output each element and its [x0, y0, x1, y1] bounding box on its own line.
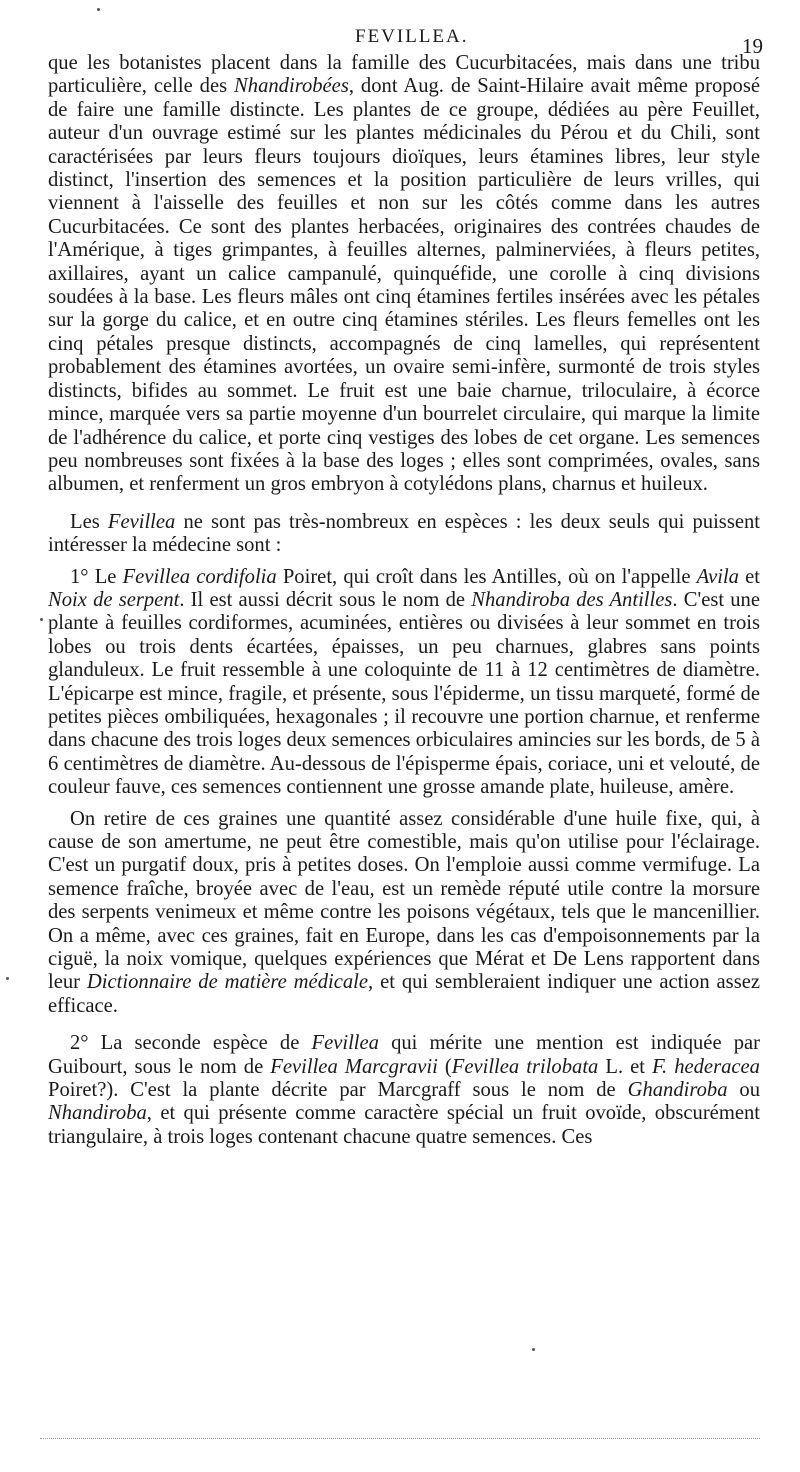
- print-speck: [40, 618, 43, 621]
- italic-term: F. hederacea: [652, 1055, 760, 1078]
- page-header: [0, 22, 800, 58]
- text-run: 1° Le: [70, 565, 123, 588]
- page-body: [48, 52, 760, 1149]
- text-run: qui mérite une mention est indiquée par Guibourt, sous le nom de: [48, 1032, 760, 1078]
- italic-term: Avila: [696, 565, 739, 588]
- text-run: Les: [70, 510, 108, 533]
- italic-term: Nhandiroba des Antilles: [471, 588, 673, 611]
- italic-term: Dictionnaire de matière médicale: [86, 971, 369, 994]
- paragraph-species-intro: [48, 511, 760, 558]
- print-speck: [532, 1348, 535, 1351]
- text-run: , et qui sembleraient indiquer une action assez efficace.: [48, 971, 760, 1017]
- italic-term: Nhandiroba: [48, 1102, 147, 1125]
- italic-term: Fevillea trilobata: [451, 1055, 599, 1078]
- text-run: On retire de ces graines une quantité assez considérable d'une huile fixe, qui, à cause de son amertume, ne peut être comestible, mais qu'on utilise pour l'éclairage. C'est un purgatif doux, pris à petites doses. On l'emploie aussi comme vermifuge. La semence fraîche, broyée avec de l'eau, est un remède réputé utile contre la morsure des serpents venimeux et même contre les poisons végétaux, tels que le mancenillier. On a même, avec ces graines, fait en Europe, dans les cas d'empoisonnements par la ciguë, la noix vomique, quelques expériences que Mérat et De Lens rapportent dans leur: [48, 807, 760, 994]
- running-title: FEVILLEA.: [355, 26, 469, 47]
- italic-term: Ghandiroba: [627, 1079, 728, 1102]
- text-run: (: [437, 1055, 452, 1078]
- text-run: que les botanistes placent dans la famille des Cucurbitacées, mais dans une tribu particulière, celle des: [48, 52, 760, 98]
- italic-term: Fevillea Marcgravii: [270, 1055, 438, 1078]
- text-run: . C'est une plante à feuilles cordiformes, acuminées, entières ou divisées à leur sommet en trois lobes ou trois dents écartées, épaisses, un peu charnues, glabres sans points glanduleux. Le fruit ressemble à une coloquinte de 11 à 12 centimètres de diamètre. L'épicarpe est mince, fragile, et présente, sous l'épiderme, un tissu marqueté, formé de petites pièces ombiliquées, hexagonales ; il recouvre une portion charnue, et renferme dans chacune des trois loges deux semences orbiculaires amincies sur les bords, de 5 à 6 centimètres de diamètre. Au-dessous de l'épisperme épais, coriace, uni et velouté, de couleur fauve, ces semences contiennent une grosse amande plate, huileuse, amère.: [48, 588, 760, 799]
- italic-term: Fevillea: [311, 1032, 379, 1055]
- paragraph-nhandirobees-description: [48, 52, 760, 497]
- italic-term: Fevillea: [107, 510, 176, 533]
- paragraph-fevillea-cordifolia: [48, 566, 760, 800]
- italic-term: Fevillea cordifolia: [122, 565, 277, 588]
- text-run: , et qui présente comme caractère spécial un fruit ovoïde, obscurément triangulaire, à trois loges contenant chacune quatre semences. Ces: [48, 1102, 760, 1148]
- text-run: , dont Aug. de Saint-Hilaire avait même proposé de faire une famille distincte. Les plantes de ce groupe, dédiées au père Feuillet, auteur d'un ouvrage estimé sur les plantes médicinales du Pérou et du Chili, sont caractérisées par leurs fleurs toujours dioïques, leurs étamines libres, leur style distinct, l'insertion des semences et la position particulière de leurs vrilles, qui viennent à l'aisselle des feuilles et non sur les côtés comme dans les autres Cucurbitacées. Ce sont des plantes herbacées, originaires des contrées chaudes de l'Amérique, à tiges grimpantes, à feuilles alternes, palminerviées, à fleurs petites, axillaires, ayant un calice campanulé, quinquéfide, une corolle à cinq divisions soudées à la base. Les fleurs mâles ont cinq étamines fertiles insérées avec les pétales sur la gorge du calice, et en outre cinq étamines stériles. Les fleurs femelles ont les cinq pétales presque distincts, accompagnés de cinq lamelles, qui représentent probablement des étamines avortées, un ovaire semi-infère, surmonté de trois styles distincts, bifides au sommet. Le fruit est une baie charnue, triloculaire, à écorce mince, marquée vers sa partie moyenne d'un bourrelet circulaire, qui marque la limite de l'adhérence du calice, et porte cinq vestiges des lobes de cet organe. Les semences peu nombreuses sont fixées à la base des loges ; elles sont comprimées, ovales, sans albumen, et renferment un gros embryon à cotylédons plans, charnus et huileux.: [48, 75, 760, 496]
- text-run: L. et: [598, 1055, 653, 1078]
- text-run: Poiret, qui croît dans les Antilles, où on l'appelle: [276, 565, 697, 588]
- italic-term: Noix de serpent: [48, 588, 180, 611]
- paragraph-fevillea-marcgravii: [48, 1032, 760, 1149]
- text-run: ou: [727, 1079, 760, 1102]
- text-run: Poiret?). C'est la plante décrite par Marcgraff sous le nom de: [48, 1079, 628, 1102]
- italic-term: Nhandirobées: [234, 75, 349, 98]
- print-speck: [97, 8, 100, 11]
- text-run: et: [738, 565, 760, 588]
- page-number: 19: [742, 34, 763, 58]
- text-run: ne sont pas très-nombreux en espèces : les deux seuls qui puissent intéresser la médecine sont :: [48, 510, 760, 557]
- paragraph-oil-uses: [48, 808, 760, 1019]
- bottom-bleed-through-marks: [40, 1438, 760, 1440]
- print-speck: [6, 977, 9, 980]
- text-run: . Il est aussi décrit sous le nom de: [179, 588, 472, 611]
- text-run: 2° La seconde espèce de: [70, 1032, 312, 1055]
